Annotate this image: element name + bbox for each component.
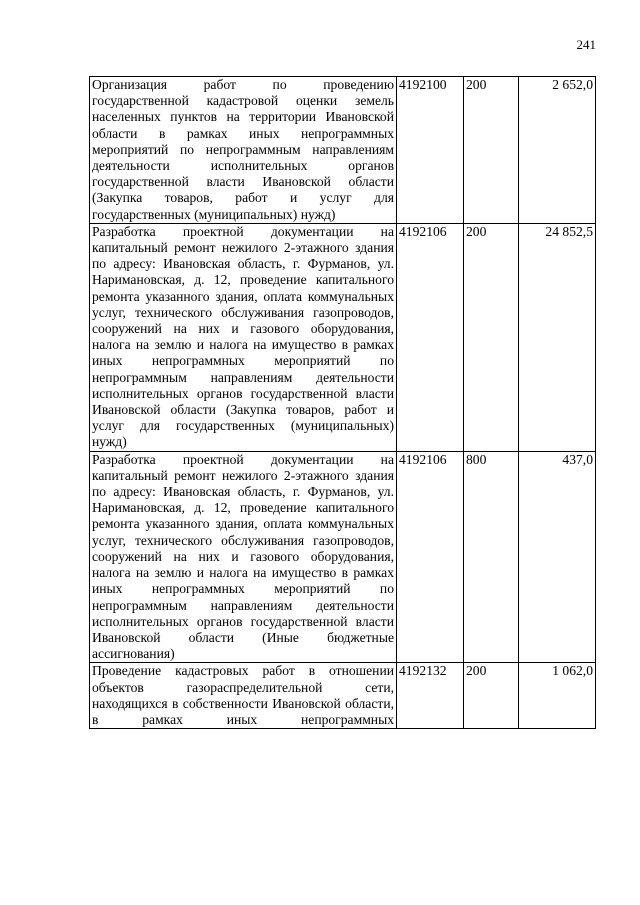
row-amount: 24 852,5: [519, 223, 596, 451]
row-expense-kind: 200: [464, 223, 519, 451]
row-amount: 437,0: [519, 451, 596, 663]
row-target-code: 4192100: [397, 77, 464, 224]
row-expense-kind: 800: [464, 451, 519, 663]
row-description: Разработка проектной документации на капитальный ремонт нежилого 2-этажного здания по адресу: Ивановская область, г. Фурманов, ул. Наримановская, д. 12, проведение капитального ремонта указанного здания, оплата коммунальных услуг, технического обслуживания газопроводов, сооружений на них и газового оборудования, налога на землю и налога на имущество в рамках иных непрограммных мероприятий по непрограммным направлениям деятельности исполнительных органов государственной власти Ивановской области (Иные бюджетные ассигнования): [90, 451, 397, 663]
table-row: [90, 223, 596, 451]
row-target-code: 4192132: [397, 663, 464, 729]
row-amount: 2 652,0: [519, 77, 596, 224]
table-row: [90, 663, 596, 729]
row-description: Разработка проектной документации на капитальный ремонт нежилого 2-этажного здания по адресу: Ивановская область, г. Фурманов, ул. Наримановская, д. 12, проведение капитального ремонта указанного здания, оплата коммунальных услуг, технического обслуживания газопроводов, сооружений на них и газового оборудования, налога на землю и налога на имущество в рамках иных непрограммных мероприятий по непрограммным направлениям деятельности исполнительных органов государственной власти Ивановской области (Закупка товаров, работ и услуг для государственных (муниципальных) нужд): [90, 223, 397, 451]
row-expense-kind: 200: [464, 77, 519, 224]
row-target-code: 4192106: [397, 451, 464, 663]
row-expense-kind: 200: [464, 663, 519, 729]
table-row: [90, 451, 596, 663]
budget-table-body: [90, 77, 596, 729]
row-description: Проведение кадастровых работ в отношении объектов газораспределительной сети, находящихся в собственности Ивановской области, в рамках иных непрограммных: [90, 663, 397, 729]
table-row: [90, 77, 596, 224]
page-number: 241: [576, 37, 596, 52]
row-description: Организация работ по проведению государственной кадастровой оценки земель населенных пунктов на территории Ивановской области в рамках иных непрограммных мероприятий по непрограммным направлениям деятельности исполнительных органов государственной власти Ивановской области (Закупка товаров, работ и услуг для государственных (муниципальных) нужд): [90, 77, 397, 224]
row-target-code: 4192106: [397, 223, 464, 451]
row-amount: 1 062,0: [519, 663, 596, 729]
budget-table: [89, 76, 596, 729]
